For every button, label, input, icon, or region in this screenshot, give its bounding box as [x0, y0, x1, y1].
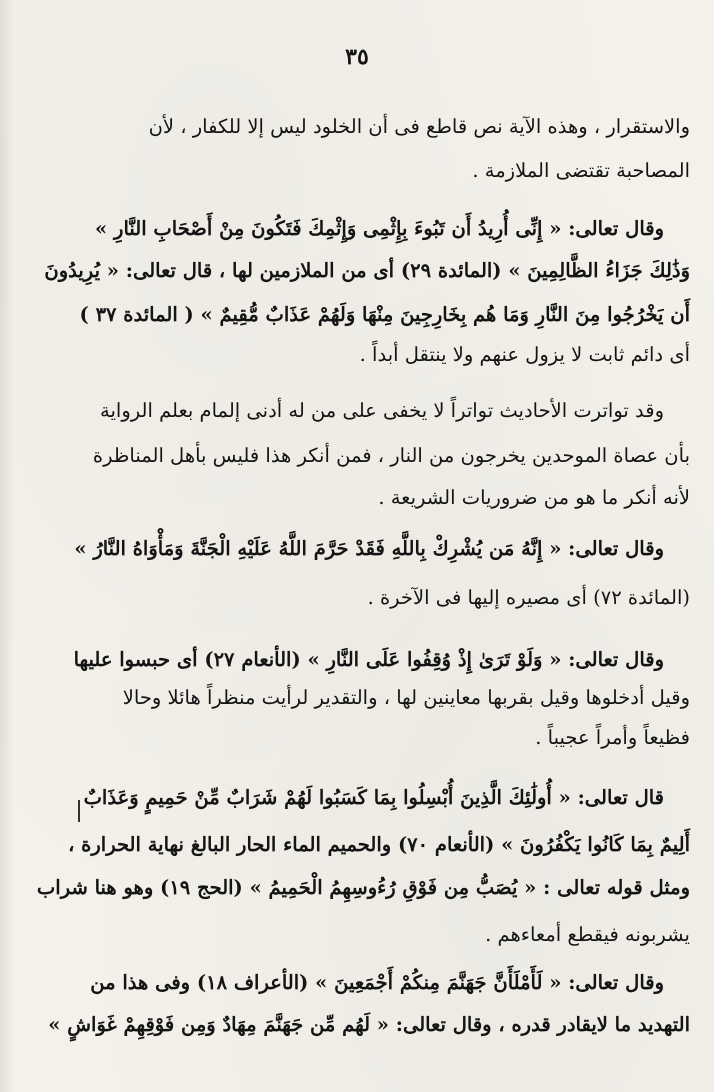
page-edge-shadow [0, 0, 14, 1092]
verse-line: وَذَٰلِكَ جَزَاءُ الظَّالِمِينَ » (المائدة ٢٩) أى من الملازمين لها ، قال تعالى: « يُرِيدُونَ [44, 259, 690, 282]
text-line: فظيعاً وأمراً عجيباً . [535, 726, 690, 749]
page-number: ٣٥ [345, 44, 369, 70]
verse-line: أَن يَخْرُجُوا مِنَ النَّارِ وَمَا هُم بِخَارِجِينَ مِنْهَا وَلَهُمْ عَذَابٌ مُّقِيمٌ » ( المائدة ٣٧ ) [79, 303, 690, 326]
verse-line: وقال تعالى: « إِنَّهُ مَن يُشْرِكْ بِاللَّهِ فَقَدْ حَرَّمَ اللَّهُ عَلَيْهِ الْجَنَّةَ وَمَأْوَاهُ النَّارُ » [74, 537, 664, 560]
verse-line: قال تعالى: « أُولَٰئِكَ الَّذِينَ أُبْسِلُوا بِمَا كَسَبُوا لَهُمْ شَرَابٌ مِّنْ حَمِيمٍ وَعَذَابٌ [83, 786, 664, 809]
text-line: المصاحبة تقتضى الملازمة . [472, 159, 690, 182]
margin-mark [78, 800, 80, 822]
text-line: أى دائم ثابت لا يزول عنهم ولا ينتقل أبداً . [359, 343, 690, 366]
text-line: يشربونه فيقطع أمعاءهم . [485, 923, 690, 946]
text-line: بأن عصاة الموحدين يخرجون من النار ، فمن أنكر هذا فليس بأهل المناظرة [92, 444, 690, 467]
verse-line: وقال تعالى: « وَلَوْ تَرَىٰ إِذْ وُقِفُوا عَلَى النَّارِ » (الأنعام ٢٧) أى حبسوا عليها [73, 648, 664, 671]
text-line: (المائدة ٧٢) أى مصيره إليها فى الآخرة . [367, 586, 690, 609]
verse-line: أَلِيمٌ بِمَا كَانُوا يَكْفُرُونَ » (الأنعام ٧٠) والحميم الماء الحار البالغ نهاية الحرارة ، [68, 833, 690, 856]
text-line: وقد تواترت الأحاديث تواتراً لا يخفى على من له أدنى إلمام بعلم الرواية [100, 399, 664, 422]
verse-line: وقال تعالى: « إِنِّى أُرِيدُ أَن تَبُوءَ بِإِثْمِى وَإِثْمِكَ فَتَكُونَ مِنْ أَصْحَابِ النَّارِ » [95, 217, 664, 240]
verse-line: التهديد ما لايقادر قدره ، وقال تعالى: « لَهُم مِّن جَهَنَّمَ مِهَادٌ وَمِن فَوْقِهِمْ غَوَاشٍ » [48, 1013, 690, 1036]
text-line: والاستقرار ، وهذه الآية نص قاطع فى أن الخلود ليس إلا للكفار ، لأن [148, 115, 690, 138]
text-line: لأنه أنكر ما هو من ضروريات الشريعة . [378, 486, 690, 509]
verse-line: وقال تعالى: « لَأَمْلَأَنَّ جَهَنَّمَ مِنكُمْ أَجْمَعِينَ » (الأعراف ١٨) وفى هذا من [90, 971, 664, 994]
text-line: وقيل أدخلوها وقيل بقربها معاينين لها ، والتقدير لرأيت منظراً هائلا وحالا [122, 686, 690, 709]
verse-line: ومثل قوله تعالى : « يُصَبُّ مِن فَوْقِ رُءُوسِهِمُ الْحَمِيمُ » (الحج ١٩) وهو هنا شراب [36, 876, 690, 899]
